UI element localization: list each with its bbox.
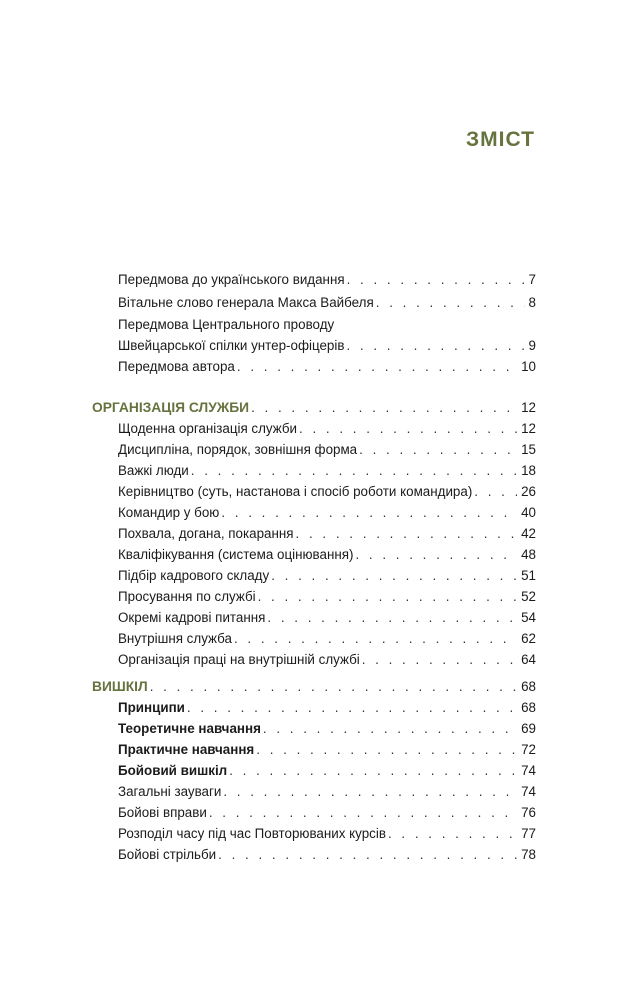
toc-entry-title: Практичне навчання bbox=[118, 742, 255, 757]
toc-entry-title: Просування по службі bbox=[118, 589, 256, 604]
toc-entry[interactable] bbox=[0, 524, 631, 544]
toc-entry[interactable] bbox=[0, 482, 631, 502]
toc-entry-page: 54 bbox=[521, 610, 536, 625]
toc-entry-title: Передмова до українського видання bbox=[118, 272, 345, 287]
dot-leader bbox=[256, 740, 517, 760]
dot-leader bbox=[355, 545, 517, 565]
dot-leader bbox=[359, 440, 517, 460]
toc-entry[interactable] bbox=[0, 698, 631, 718]
toc-entry[interactable] bbox=[0, 545, 631, 565]
dot-leader bbox=[218, 845, 517, 865]
toc-entry-page: 68 bbox=[521, 700, 536, 715]
toc-entry-page: 72 bbox=[521, 742, 536, 757]
toc-entry-page: 9 bbox=[528, 338, 536, 353]
dot-leader bbox=[251, 398, 517, 418]
toc-entry-page: 78 bbox=[521, 847, 536, 862]
dot-leader bbox=[223, 782, 517, 802]
toc-entry[interactable] bbox=[0, 419, 631, 439]
dot-leader bbox=[209, 803, 517, 823]
toc-entry-title: Теоретичне навчання bbox=[118, 721, 261, 736]
toc-entry[interactable] bbox=[0, 803, 631, 823]
dot-leader bbox=[150, 677, 517, 697]
toc-entry[interactable] bbox=[0, 293, 631, 313]
toc-entry-title: Вітальне слово генерала Макса Вайбеля bbox=[118, 295, 374, 310]
toc-entry-title: Важкі люди bbox=[118, 463, 189, 478]
toc-entry-page: 64 bbox=[521, 652, 536, 667]
dot-leader bbox=[263, 719, 517, 739]
toc-section-heading[interactable] bbox=[0, 398, 631, 418]
dot-leader bbox=[347, 270, 525, 290]
toc-entry-page: 51 bbox=[521, 568, 536, 583]
toc-entry[interactable] bbox=[0, 824, 631, 844]
dot-leader bbox=[299, 419, 517, 439]
toc-entry-title: Внутрішня служба bbox=[118, 631, 232, 646]
toc-section-title: ОРГАНІЗАЦІЯ СЛУЖБИ bbox=[92, 400, 250, 415]
toc-entry[interactable] bbox=[0, 629, 631, 649]
toc-entry-page: 12 bbox=[521, 421, 536, 436]
toc-entry-page: 18 bbox=[521, 463, 536, 478]
toc-entry-title: Бойові стрільби bbox=[118, 847, 217, 862]
toc-section-title: ВИШКІЛ bbox=[92, 679, 148, 694]
toc-entry-title: Окремі кадрові питання bbox=[118, 610, 266, 625]
toc-entry-page: 26 bbox=[521, 484, 536, 499]
toc-entry-title: Кваліфікування (система оцінювання) bbox=[118, 547, 354, 562]
toc-entry[interactable] bbox=[0, 740, 631, 760]
page-title: ЗМІСТ bbox=[466, 128, 535, 151]
toc-entry[interactable] bbox=[0, 608, 631, 628]
toc-entry[interactable] bbox=[0, 650, 631, 670]
toc-entry-title: Бойовий вишкіл bbox=[118, 763, 228, 778]
dot-leader bbox=[191, 461, 517, 481]
dot-leader bbox=[229, 761, 517, 781]
toc-entry-page: 10 bbox=[521, 359, 536, 374]
toc-entry-page: 62 bbox=[521, 631, 536, 646]
toc-entry[interactable] bbox=[0, 503, 631, 523]
toc-section-heading[interactable] bbox=[0, 677, 631, 697]
dot-leader bbox=[271, 566, 517, 586]
toc-entry[interactable] bbox=[0, 719, 631, 739]
toc-section-page: 68 bbox=[521, 679, 536, 694]
toc-entry[interactable] bbox=[0, 440, 631, 460]
toc-entry-title: Принципи bbox=[118, 700, 185, 715]
dot-leader bbox=[474, 482, 517, 502]
dot-leader bbox=[346, 336, 524, 356]
toc-entry[interactable] bbox=[0, 357, 631, 377]
dot-leader bbox=[376, 293, 525, 313]
toc-entry-page: 69 bbox=[521, 721, 536, 736]
toc-entry[interactable] bbox=[0, 461, 631, 481]
dot-leader bbox=[237, 357, 517, 377]
toc-entry-page: 42 bbox=[521, 526, 536, 541]
toc-entry-title: Загальні зауваги bbox=[118, 784, 222, 799]
toc-entry-page: 15 bbox=[521, 442, 536, 457]
toc-entry-title: Щоденна організація служби bbox=[118, 421, 298, 436]
dot-leader bbox=[234, 629, 517, 649]
toc-entry-line[interactable] bbox=[0, 315, 631, 335]
toc-entry-title: Швейцарської спілки унтер-офіцерів bbox=[118, 338, 345, 353]
toc-entry-page: 8 bbox=[528, 295, 536, 310]
toc-entry-page: 40 bbox=[521, 505, 536, 520]
toc-entry[interactable] bbox=[0, 566, 631, 586]
toc-entry-title: Командир у бою bbox=[118, 505, 220, 520]
toc-entry-page: 52 bbox=[521, 589, 536, 604]
toc-entry-title: Організація праці на внутрішній службі bbox=[118, 652, 360, 667]
dot-leader bbox=[296, 524, 518, 544]
toc-entry[interactable] bbox=[0, 845, 631, 865]
toc-entry-page: 76 bbox=[521, 805, 536, 820]
toc-entry-title: Підбір кадрового складу bbox=[118, 568, 270, 583]
toc-entry-title: Керівництво (суть, настанова і спосіб роботи командира) bbox=[118, 484, 473, 499]
toc-entry-title: Похвала, догана, покарання bbox=[118, 526, 294, 541]
toc-entry-title: Бойові вправи bbox=[118, 805, 207, 820]
toc-entry-title: Передмова Центрального проводу bbox=[118, 317, 335, 332]
toc-entry-page: 7 bbox=[528, 272, 536, 287]
toc-entry-page: 77 bbox=[521, 826, 536, 841]
toc-entry[interactable] bbox=[0, 336, 631, 356]
toc-section-page: 12 bbox=[521, 400, 536, 415]
dot-leader bbox=[258, 587, 517, 607]
toc-entry-title: Розподіл часу під час Повторюваних курсів bbox=[118, 826, 386, 841]
dot-leader bbox=[221, 503, 517, 523]
toc-entry[interactable] bbox=[0, 270, 631, 290]
toc-entry-page: 48 bbox=[521, 547, 536, 562]
toc-entry[interactable] bbox=[0, 782, 631, 802]
toc-entry[interactable] bbox=[0, 761, 631, 781]
toc-entry-title: Дисципліна, порядок, зовнішня форма bbox=[118, 442, 358, 457]
toc-entry-page: 74 bbox=[521, 784, 536, 799]
dot-leader bbox=[187, 698, 517, 718]
dot-leader bbox=[362, 650, 517, 670]
toc-entry-page: 74 bbox=[521, 763, 536, 778]
toc-entry-title: Передмова автора bbox=[118, 359, 235, 374]
dot-leader bbox=[267, 608, 517, 628]
dot-leader bbox=[388, 824, 517, 844]
toc-entry[interactable] bbox=[0, 587, 631, 607]
